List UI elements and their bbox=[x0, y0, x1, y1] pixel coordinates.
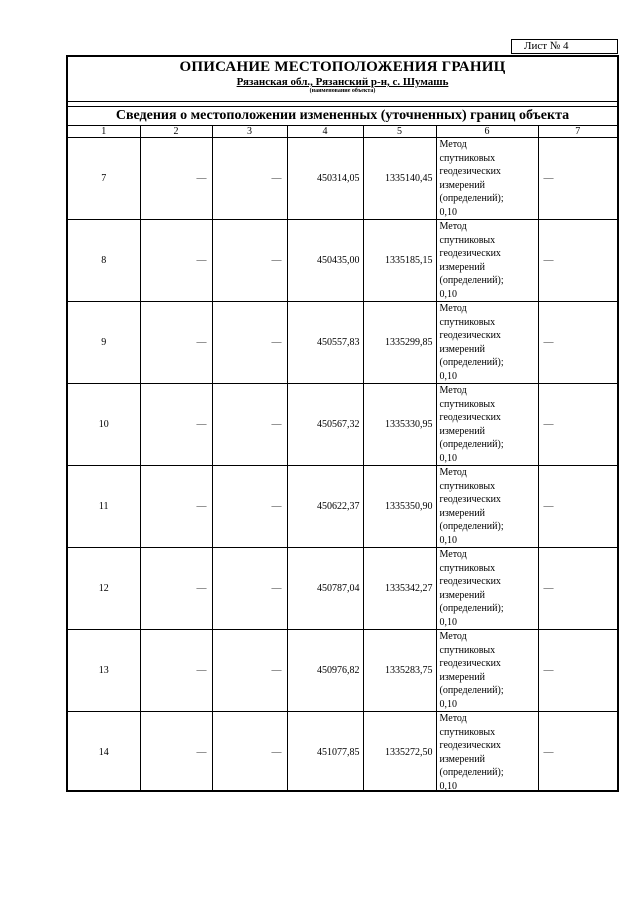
method-line: Метод bbox=[439, 221, 467, 232]
cell-col3: — bbox=[212, 630, 287, 712]
method-line: (определений); bbox=[439, 603, 504, 614]
cell-col3: — bbox=[212, 548, 287, 630]
coordinate-y: 1335272,50 bbox=[363, 712, 436, 793]
cell-col2: — bbox=[140, 466, 212, 548]
cell-col3: — bbox=[212, 712, 287, 793]
table-row bbox=[68, 220, 617, 302]
table-row bbox=[68, 138, 617, 220]
cell-col2: — bbox=[140, 302, 212, 384]
coordinate-y: 1335299,85 bbox=[363, 302, 436, 384]
method-line: геодезических bbox=[439, 658, 501, 669]
column-number: 7 bbox=[538, 126, 617, 138]
method-line: Метод bbox=[439, 385, 467, 396]
method-line: геодезических bbox=[439, 494, 501, 505]
cell-col7: — bbox=[538, 138, 617, 220]
point-number: 13 bbox=[68, 630, 140, 712]
cell-col3: — bbox=[212, 384, 287, 466]
cell-col3: — bbox=[212, 220, 287, 302]
point-number: 8 bbox=[68, 220, 140, 302]
method-line: 0,10 bbox=[439, 698, 457, 710]
object-name-caption: (наименование объекта) bbox=[309, 88, 376, 94]
cell-col2: — bbox=[140, 384, 212, 466]
cell-col2: — bbox=[140, 630, 212, 712]
coordinate-y: 1335342,27 bbox=[363, 548, 436, 630]
document-header bbox=[68, 57, 617, 102]
column-number-row bbox=[68, 126, 617, 138]
method-line: спутниковых bbox=[439, 398, 496, 410]
cell-col7: — bbox=[538, 384, 617, 466]
method-line: Метод bbox=[439, 139, 467, 150]
cell-col2: — bbox=[140, 548, 212, 630]
cell-col7: — bbox=[538, 220, 617, 302]
method-line: спутниковых bbox=[439, 152, 496, 164]
point-number: 7 bbox=[68, 138, 140, 220]
table-row bbox=[68, 466, 617, 548]
cell-col2: — bbox=[140, 220, 212, 302]
method-line: спутниковых bbox=[439, 562, 496, 574]
coordinate-y: 1335283,75 bbox=[363, 630, 436, 712]
method-line: геодезических bbox=[439, 166, 501, 177]
column-number: 3 bbox=[212, 126, 287, 138]
method-line: (определений); bbox=[439, 193, 504, 204]
method-line: измерений bbox=[439, 179, 485, 191]
method-line: (определений); bbox=[439, 357, 504, 368]
cell-col7: — bbox=[538, 548, 617, 630]
table-row bbox=[68, 302, 617, 384]
method-line: измерений bbox=[439, 589, 485, 601]
document-frame bbox=[66, 55, 619, 792]
method-line: 0,10 bbox=[439, 534, 457, 546]
method-line: измерений bbox=[439, 261, 485, 273]
method-line: спутниковых bbox=[439, 644, 496, 656]
method-line: 0,10 bbox=[439, 288, 457, 300]
method-line: Метод bbox=[439, 467, 467, 478]
method-line: измерений bbox=[439, 671, 485, 683]
method-line: Метод bbox=[439, 303, 467, 314]
object-name: Рязанская обл., Рязанский р-н, с. Шумашь bbox=[236, 76, 449, 88]
method-line: спутниковых bbox=[439, 316, 496, 328]
coordinate-x: 450567,32 bbox=[287, 384, 363, 466]
cell-col3: — bbox=[212, 466, 287, 548]
column-number: 1 bbox=[68, 126, 140, 138]
table-row bbox=[68, 630, 617, 712]
document-title: ОПИСАНИЕ МЕСТОПОЛОЖЕНИЯ ГРАНИЦ bbox=[179, 59, 506, 75]
method-line: измерений bbox=[439, 753, 485, 765]
coordinate-y: 1335350,90 bbox=[363, 466, 436, 548]
sheet-number: Лист № 4 bbox=[511, 39, 618, 54]
method-line: геодезических bbox=[439, 740, 501, 751]
coordinate-y: 1335330,95 bbox=[363, 384, 436, 466]
cell-col2: — bbox=[140, 712, 212, 793]
method-line: 0,10 bbox=[439, 370, 457, 382]
method-line: Метод bbox=[439, 549, 467, 560]
method-line: (определений); bbox=[439, 439, 504, 450]
method-line: (определений); bbox=[439, 275, 504, 286]
coordinate-y: 1335140,45 bbox=[363, 138, 436, 220]
coordinate-y: 1335185,15 bbox=[363, 220, 436, 302]
coordinate-x: 451077,85 bbox=[287, 712, 363, 793]
method-line: 0,10 bbox=[439, 452, 457, 464]
coordinate-x: 450314,05 bbox=[287, 138, 363, 220]
coordinate-x: 450557,83 bbox=[287, 302, 363, 384]
method-description bbox=[436, 302, 538, 384]
method-line: Метод bbox=[439, 713, 467, 724]
column-number: 2 bbox=[140, 126, 212, 138]
method-line: (определений); bbox=[439, 767, 504, 778]
coordinate-x: 450976,82 bbox=[287, 630, 363, 712]
method-line: геодезических bbox=[439, 576, 501, 587]
method-line: Метод bbox=[439, 631, 467, 642]
method-line: спутниковых bbox=[439, 480, 496, 492]
cell-col2: — bbox=[140, 138, 212, 220]
point-number: 9 bbox=[68, 302, 140, 384]
point-number: 11 bbox=[68, 466, 140, 548]
method-line: измерений bbox=[439, 343, 485, 355]
table-row bbox=[68, 384, 617, 466]
column-number: 5 bbox=[363, 126, 436, 138]
coordinate-x: 450435,00 bbox=[287, 220, 363, 302]
boundary-points-table bbox=[68, 126, 617, 792]
method-description bbox=[436, 138, 538, 220]
cell-col7: — bbox=[538, 466, 617, 548]
method-line: измерений bbox=[439, 507, 485, 519]
method-line: 0,10 bbox=[439, 206, 457, 218]
method-line: (определений); bbox=[439, 521, 504, 532]
method-description bbox=[436, 220, 538, 302]
cell-col7: — bbox=[538, 302, 617, 384]
cell-col7: — bbox=[538, 712, 617, 793]
method-line: 0,10 bbox=[439, 780, 457, 792]
column-number: 4 bbox=[287, 126, 363, 138]
method-description bbox=[436, 712, 538, 793]
method-line: измерений bbox=[439, 425, 485, 437]
point-number: 10 bbox=[68, 384, 140, 466]
section-title: Сведения о местоположении измененных (уточненных) границ объекта bbox=[68, 107, 617, 126]
method-line: геодезических bbox=[439, 412, 501, 423]
cell-col3: — bbox=[212, 302, 287, 384]
method-description bbox=[436, 466, 538, 548]
point-number: 14 bbox=[68, 712, 140, 793]
method-line: спутниковых bbox=[439, 726, 496, 738]
method-line: геодезических bbox=[439, 330, 501, 341]
method-description bbox=[436, 548, 538, 630]
cell-col7: — bbox=[538, 630, 617, 712]
point-number: 12 bbox=[68, 548, 140, 630]
method-line: геодезических bbox=[439, 248, 501, 259]
method-line: спутниковых bbox=[439, 234, 496, 246]
table-row bbox=[68, 712, 617, 793]
cell-col3: — bbox=[212, 138, 287, 220]
method-description bbox=[436, 630, 538, 712]
method-description bbox=[436, 384, 538, 466]
table-row bbox=[68, 548, 617, 630]
method-line: 0,10 bbox=[439, 616, 457, 628]
coordinate-x: 450622,37 bbox=[287, 466, 363, 548]
method-line: (определений); bbox=[439, 685, 504, 696]
column-number: 6 bbox=[436, 126, 538, 138]
coordinate-x: 450787,04 bbox=[287, 548, 363, 630]
